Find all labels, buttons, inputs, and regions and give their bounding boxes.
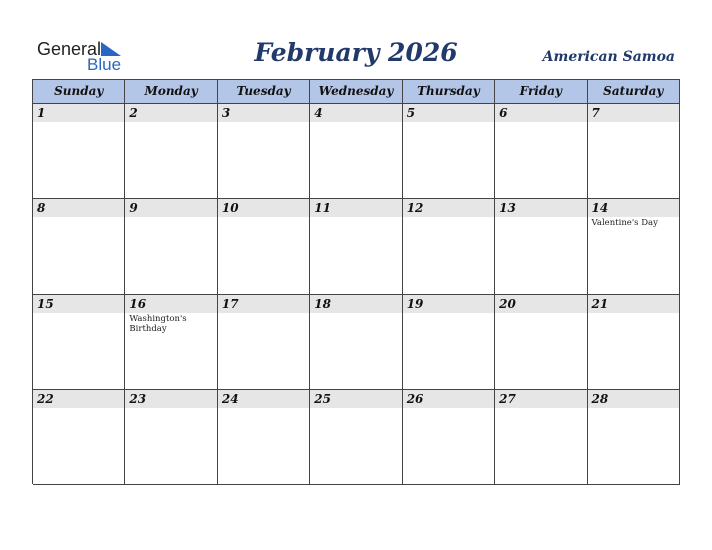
day-cell xyxy=(218,295,310,390)
day-cell xyxy=(125,199,217,294)
day-number: 3 xyxy=(218,104,309,122)
page-title: February 2026 xyxy=(254,38,458,67)
day-cell xyxy=(495,104,587,199)
day-cell xyxy=(495,390,587,485)
day-cell xyxy=(310,390,402,485)
week-row xyxy=(33,390,680,485)
day-number: 13 xyxy=(495,199,586,217)
day-number: 20 xyxy=(495,295,586,313)
day-number: 16 xyxy=(125,295,216,313)
week-row xyxy=(33,295,680,390)
day-cell xyxy=(310,104,402,199)
day-cell xyxy=(403,104,495,199)
day-cell xyxy=(125,390,217,485)
day-cell xyxy=(495,295,587,390)
holiday-label: Washington's Birthday xyxy=(129,313,187,334)
day-number: 27 xyxy=(495,390,586,408)
day-cell xyxy=(588,104,680,199)
day-cell xyxy=(588,295,680,390)
day-number: 7 xyxy=(588,104,679,122)
day-number: 2 xyxy=(125,104,216,122)
day-cell xyxy=(495,199,587,294)
weekday-header-row xyxy=(33,80,680,104)
day-cell xyxy=(588,199,680,294)
day-cell xyxy=(218,104,310,199)
day-number: 22 xyxy=(33,390,124,408)
day-number: 8 xyxy=(33,199,124,217)
day-cell xyxy=(310,199,402,294)
day-number: 26 xyxy=(403,390,494,408)
calendar-grid xyxy=(32,79,680,484)
weekday-header: Sunday xyxy=(33,80,125,104)
day-cell xyxy=(218,390,310,485)
day-number: 9 xyxy=(125,199,216,217)
day-number: 24 xyxy=(218,390,309,408)
weekday-header: Friday xyxy=(495,80,587,104)
day-cell xyxy=(33,390,125,485)
day-number: 10 xyxy=(218,199,309,217)
day-cell xyxy=(403,199,495,294)
week-row xyxy=(33,104,680,199)
day-cell xyxy=(125,104,217,199)
day-number: 15 xyxy=(33,295,124,313)
day-cell xyxy=(125,295,217,390)
day-number: 25 xyxy=(310,390,401,408)
weekday-header: Monday xyxy=(125,80,217,104)
day-cell xyxy=(33,199,125,294)
day-cell xyxy=(588,390,680,485)
logo-text-blue: Blue xyxy=(87,55,122,74)
week-row xyxy=(33,199,680,294)
day-cell xyxy=(403,390,495,485)
day-number: 14 xyxy=(588,199,679,217)
day-number: 17 xyxy=(218,295,309,313)
day-number: 6 xyxy=(495,104,586,122)
day-cell xyxy=(403,295,495,390)
weekday-header: Thursday xyxy=(403,80,495,104)
day-number: 19 xyxy=(403,295,494,313)
day-number: 12 xyxy=(403,199,494,217)
weeks-container xyxy=(33,104,680,485)
day-number: 4 xyxy=(310,104,401,122)
region-label: American Samoa xyxy=(542,49,675,65)
day-number: 23 xyxy=(125,390,216,408)
weekday-header: Saturday xyxy=(588,80,680,104)
day-number: 18 xyxy=(310,295,401,313)
logo-text-general: General xyxy=(37,39,102,59)
day-cell xyxy=(33,104,125,199)
weekday-header: Tuesday xyxy=(218,80,310,104)
day-number: 28 xyxy=(588,390,679,408)
day-number: 1 xyxy=(33,104,124,122)
day-cell xyxy=(218,199,310,294)
day-number: 21 xyxy=(588,295,679,313)
day-cell xyxy=(33,295,125,390)
day-number: 11 xyxy=(310,199,401,217)
day-cell xyxy=(310,295,402,390)
holiday-label: Valentine's Day xyxy=(591,218,658,229)
weekday-header: Wednesday xyxy=(310,80,402,104)
day-number: 5 xyxy=(403,104,494,122)
